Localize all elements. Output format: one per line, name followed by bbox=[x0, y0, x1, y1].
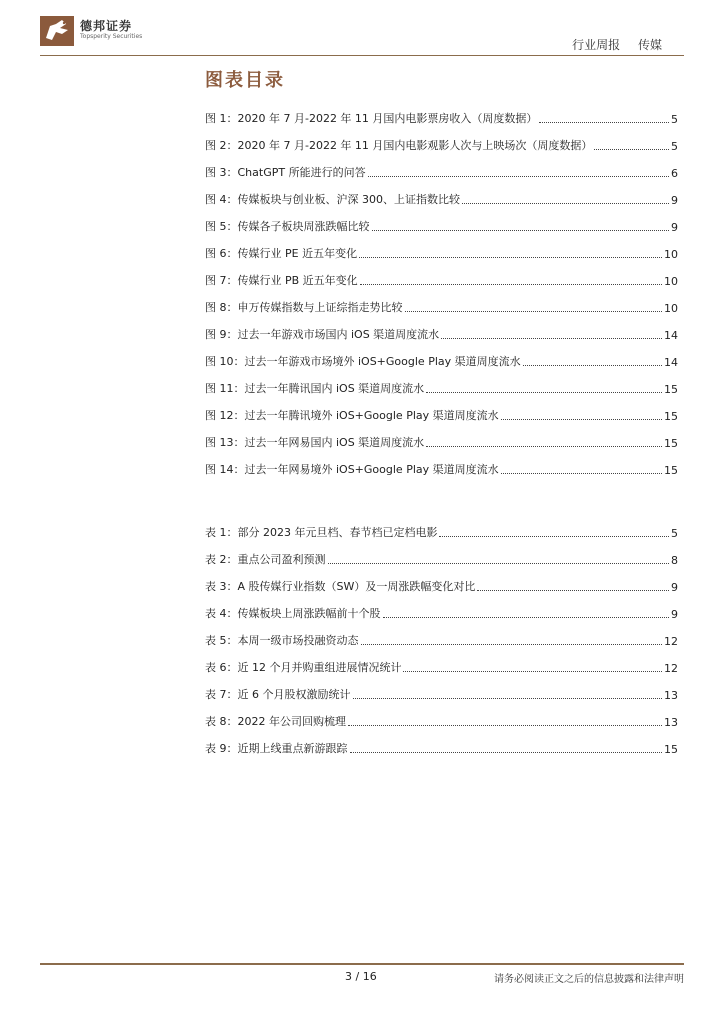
page-header bbox=[0, 0, 724, 60]
table-list bbox=[205, 513, 678, 756]
dragon-logo-icon bbox=[40, 16, 74, 46]
toc-figure-entry[interactable] bbox=[205, 180, 678, 207]
entry-page: 9 bbox=[671, 608, 678, 621]
leader-dots bbox=[353, 698, 663, 699]
entry-label: 图 2：2020 年 7 月-2022 年 11 月国内电影观影人次与上映场次（周度数据） bbox=[205, 139, 593, 152]
footer-divider bbox=[40, 963, 684, 965]
entry-label: 图 6：传媒行业 PE 近五年变化 bbox=[205, 247, 358, 260]
entry-page: 10 bbox=[664, 275, 678, 288]
entry-page: 5 bbox=[671, 140, 678, 153]
brand-name-cn: 德邦证券 bbox=[80, 19, 133, 33]
leader-dots bbox=[359, 257, 662, 258]
leader-dots bbox=[594, 149, 669, 150]
entry-page: 15 bbox=[664, 437, 678, 450]
toc-table-entry[interactable] bbox=[205, 594, 678, 621]
leader-dots bbox=[441, 338, 662, 339]
toc-table-entry[interactable] bbox=[205, 729, 678, 756]
entry-label: 表 8：2022 年公司回购梳理 bbox=[205, 715, 346, 728]
leader-dots bbox=[350, 752, 663, 753]
entry-page: 12 bbox=[664, 635, 678, 648]
leader-dots bbox=[523, 365, 662, 366]
entry-label: 表 7：近 6 个月股权激励统计 bbox=[205, 688, 351, 701]
leader-dots bbox=[360, 284, 662, 285]
entry-label: 图 7：传媒行业 PB 近五年变化 bbox=[205, 274, 358, 287]
toc-figure-entry[interactable] bbox=[205, 261, 678, 288]
toc-figure-entry[interactable] bbox=[205, 207, 678, 234]
figure-list bbox=[205, 99, 678, 477]
leader-dots bbox=[383, 617, 670, 618]
entry-label: 图 1：2020 年 7 月-2022 年 11 月国内电影票房收入（周度数据） bbox=[205, 112, 538, 125]
report-tags bbox=[572, 36, 662, 53]
brand-name-en: Topsperity Securities bbox=[80, 33, 143, 40]
entry-label: 图 5：传媒各子板块周涨跌幅比较 bbox=[205, 220, 370, 233]
tag-report-type: 行业周报 bbox=[572, 38, 621, 52]
entry-page: 10 bbox=[664, 248, 678, 261]
toc-figure-entry[interactable] bbox=[205, 369, 678, 396]
entry-page: 14 bbox=[664, 356, 678, 369]
toc-title: 图表目录 bbox=[205, 70, 285, 91]
entry-page: 8 bbox=[671, 554, 678, 567]
leader-dots bbox=[405, 311, 663, 312]
entry-page: 15 bbox=[664, 410, 678, 423]
entry-page: 15 bbox=[664, 383, 678, 396]
leader-dots bbox=[368, 176, 669, 177]
entry-page: 9 bbox=[671, 221, 678, 234]
toc-table-entry[interactable] bbox=[205, 540, 678, 567]
entry-label: 图 12：过去一年腾讯境外 iOS+Google Play 渠道周度流水 bbox=[205, 409, 499, 422]
toc-figure-entry[interactable] bbox=[205, 234, 678, 261]
toc-figure-entry[interactable] bbox=[205, 288, 678, 315]
entry-page: 9 bbox=[671, 194, 678, 207]
toc-figure-entry[interactable] bbox=[205, 153, 678, 180]
entry-label: 表 1：部分 2023 年元旦档、春节档已定档电影 bbox=[205, 526, 438, 539]
leader-dots bbox=[426, 392, 662, 393]
entry-label: 图 9：过去一年游戏市场国内 iOS 渠道周度流水 bbox=[205, 328, 440, 341]
entry-page: 5 bbox=[671, 113, 678, 126]
entry-page: 15 bbox=[664, 464, 678, 477]
entry-label: 图 13：过去一年网易国内 iOS 渠道周度流水 bbox=[205, 436, 425, 449]
header-divider bbox=[40, 55, 684, 56]
entry-page: 12 bbox=[664, 662, 678, 675]
leader-dots bbox=[328, 563, 670, 564]
legal-disclaimer: 请务必阅读正文之后的信息披露和法律声明 bbox=[494, 974, 684, 985]
entry-label: 表 6：近 12 个月并购重组进展情况统计 bbox=[205, 661, 402, 674]
entry-label: 图 10：过去一年游戏市场境外 iOS+Google Play 渠道周度流水 bbox=[205, 355, 521, 368]
toc-table-entry[interactable] bbox=[205, 648, 678, 675]
entry-page: 5 bbox=[671, 527, 678, 540]
entry-page: 9 bbox=[671, 581, 678, 594]
entry-label: 表 3：A 股传媒行业指数（SW）及一周涨跌幅变化对比 bbox=[205, 580, 476, 593]
entry-label: 图 14：过去一年网易境外 iOS+Google Play 渠道周度流水 bbox=[205, 463, 499, 476]
toc-figure-entry[interactable] bbox=[205, 450, 678, 477]
leader-dots bbox=[403, 671, 662, 672]
toc-figure-entry[interactable] bbox=[205, 99, 678, 126]
entry-label: 表 9：近期上线重点新游跟踪 bbox=[205, 742, 348, 755]
toc-figure-entry[interactable] bbox=[205, 315, 678, 342]
leader-dots bbox=[348, 725, 662, 726]
entry-label: 表 4：传媒板块上周涨跌幅前十个股 bbox=[205, 607, 381, 620]
tag-industry: 传媒 bbox=[637, 38, 662, 52]
leader-dots bbox=[372, 230, 670, 231]
leader-dots bbox=[501, 473, 662, 474]
toc-table-entry[interactable] bbox=[205, 567, 678, 594]
entry-label: 表 5：本周一级市场投融资动态 bbox=[205, 634, 359, 647]
entry-label: 图 8：申万传媒指数与上证综指走势比较 bbox=[205, 301, 403, 314]
entry-page: 15 bbox=[664, 743, 678, 756]
entry-label: 表 2：重点公司盈利预测 bbox=[205, 553, 326, 566]
toc-figure-entry[interactable] bbox=[205, 396, 678, 423]
toc-figure-entry[interactable] bbox=[205, 126, 678, 153]
toc-table-entry[interactable] bbox=[205, 621, 678, 648]
entry-label: 图 4：传媒板块与创业板、沪深 300、上证指数比较 bbox=[205, 193, 460, 206]
toc-table-entry[interactable] bbox=[205, 675, 678, 702]
toc-table-entry[interactable] bbox=[205, 513, 678, 540]
leader-dots bbox=[426, 446, 662, 447]
page-number: 3 / 16 bbox=[345, 970, 377, 983]
entry-page: 14 bbox=[664, 329, 678, 342]
leader-dots bbox=[477, 590, 669, 591]
entry-label: 图 11：过去一年腾讯国内 iOS 渠道周度流水 bbox=[205, 382, 425, 395]
entry-page: 13 bbox=[664, 716, 678, 729]
entry-page: 6 bbox=[671, 167, 678, 180]
entry-page: 10 bbox=[664, 302, 678, 315]
leader-dots bbox=[501, 419, 662, 420]
leader-dots bbox=[539, 122, 669, 123]
toc-figure-entry[interactable] bbox=[205, 423, 678, 450]
toc-figure-entry[interactable] bbox=[205, 342, 678, 369]
leader-dots bbox=[462, 203, 669, 204]
toc-table-entry[interactable] bbox=[205, 702, 678, 729]
leader-dots bbox=[361, 644, 663, 645]
entry-page: 13 bbox=[664, 689, 678, 702]
entry-label: 图 3：ChatGPT 所能进行的问答 bbox=[205, 166, 366, 179]
leader-dots bbox=[439, 536, 669, 537]
